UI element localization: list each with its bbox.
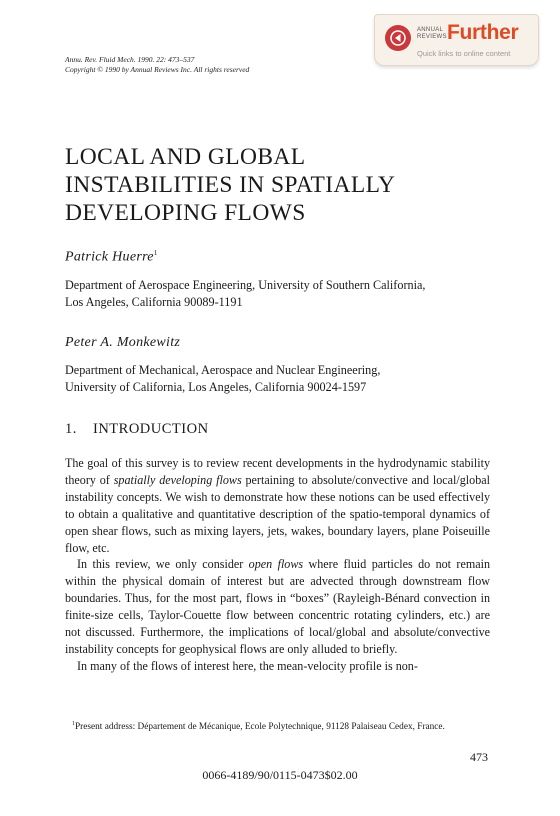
section-heading (65, 421, 209, 438)
section-number: 1. (65, 421, 77, 437)
section-title: INTRODUCTION (93, 421, 209, 437)
banner-tagline: Quick links to online content (417, 49, 511, 58)
article-code: 0066-4189/90/0115-0473$02.00 (202, 768, 358, 782)
copyright-notice: Copyright © 1990 by Annual Reviews Inc. All rights reserved (65, 65, 250, 74)
author-affiliation: Department of Mechanical, Aerospace and Nuclear Engineering, University of California, Los Angeles, California 90024-1597 (65, 363, 381, 394)
title-line: LOCAL AND GLOBAL (65, 144, 306, 170)
footnote-text: Present address: Département de Mécanique, Ecole Polytechnique, 91128 Palaiseau Cedex, France. (75, 722, 445, 733)
title-line: INSTABILITIES IN SPATIALLY (65, 172, 396, 198)
paragraph: In this review, we only consider open flows where fluid particles do not remain within the physical domain of interest but are advected through downstream flow boundaries. Thus, for the most part, flows in “boxes” (Rayleigh-Bénard convection in finite-size cells, Taylor-Couette flow between concentric rotating cylinders, etc.) are not discussed. Furthermore, the implications of local/global and absolute/convective instability concepts for geophysical flows are only alluded to briefly. (65, 557, 490, 656)
annual-reviews-further-banner[interactable] (374, 14, 539, 66)
footnote-mark: 1 (72, 721, 75, 727)
paper-title (65, 143, 395, 227)
title-line: DEVELOPING FLOWS (65, 200, 306, 226)
author-affiliation: Department of Aerospace Engineering, University of Southern California, Los Angeles, California 90089-1191 (65, 278, 426, 309)
body-text (65, 455, 490, 675)
author-name: Peter A. Monkewitz (65, 335, 181, 350)
paragraph: In many of the flows of interest here, the mean-velocity profile is non- (77, 658, 418, 673)
further-label: Further (447, 21, 519, 44)
annual-reviews-logo-icon (385, 25, 411, 51)
journal-header (65, 55, 249, 75)
paragraph: The goal of this survey is to review recent developments in the hydrodynamic stability theory of spatially developing flows pertaining to absolute/convective and local/global instability concepts. We wish to demonstrate how these notions can be used effectively to obtain a qualitative and quantitative description of the spatio-temporal dynamics of open shear flows, such as mixing layers, jets, wakes, boundary layers, plane Poiseuille flow, etc. (65, 456, 490, 555)
page-number: 473 (470, 750, 488, 764)
author-name: Patrick Huerre$^1$ (65, 249, 158, 265)
annual-reviews-wordmark: ANNUAL REVIEWS (417, 27, 447, 40)
author-footnote-mark: 1 (153, 249, 158, 257)
journal-citation: Annu. Rev. Fluid Mech. 1990. 22: 473–537 (65, 55, 195, 64)
footnote (65, 718, 490, 734)
